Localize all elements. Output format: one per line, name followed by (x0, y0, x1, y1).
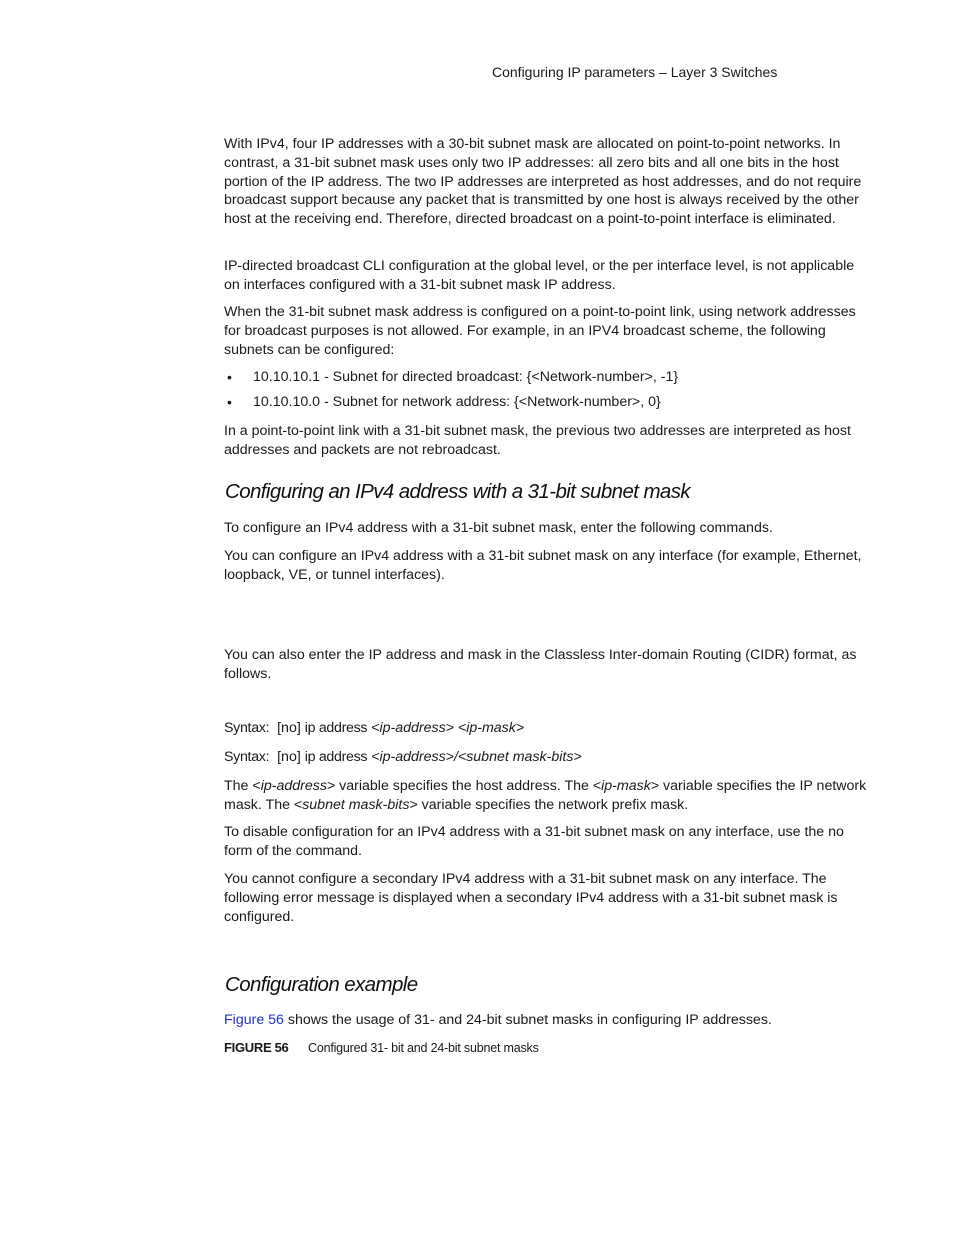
section1-paragraph-5 (224, 823, 870, 861)
syntax-args: <ip-address>/<subnet mask-bits> (371, 749, 582, 765)
syntax-line-2 (224, 749, 582, 765)
text-run: > variable specifies the host address. The < (326, 778, 602, 794)
variable-ip-address: ip-address (260, 778, 327, 794)
bullet-dot-icon: • (227, 394, 232, 410)
text-run: form of the command. (224, 842, 362, 859)
section-heading-config-example: Configuration example (225, 973, 418, 996)
syntax-args: <ip-address> <ip-mask> (371, 720, 525, 736)
syntax-label: Syntax: (224, 720, 270, 736)
figure-label: FIGURE 56 (224, 1040, 289, 1055)
keyword-no: no (828, 824, 844, 840)
variable-subnet-mask-bits: subnet mask-bits (302, 796, 410, 813)
syntax-command: ip address (304, 749, 368, 765)
section1-paragraph-2: You can configure an IPv4 address with a 31-bit subnet mask on any interface (for example, Ethernet, loopback, VE, or tunnel interfaces). (224, 548, 862, 583)
section1-paragraph-6: You cannot configure a secondary IPv4 address with a 31-bit subnet mask on any interface. The following error message is displayed when a secondary IPv4 address with a 31-bit subnet mask is configured. (224, 871, 838, 925)
bullet-dot-icon: • (227, 369, 232, 385)
variable-ip-mask: ip-mask (601, 778, 651, 794)
text-run: The < (224, 778, 261, 794)
section1-paragraph-3: You can also enter the IP address and mask in the Classless Inter-domain Routing (CIDR) format, as follows. (224, 647, 857, 682)
syntax-line-1 (224, 720, 524, 736)
section-heading-31bit: Configuring an IPv4 address with a 31-bit subnet mask (225, 480, 691, 503)
text-run: > variable specifies the IP network mask. The < (224, 778, 867, 813)
figure-caption-text: Configured 31- bit and 24-bit subnet masks (308, 1041, 539, 1055)
bullet-item-2: 10.10.10.0 - Subnet for network address: {<Network-number>, 0} (253, 394, 661, 410)
syntax-label: Syntax: (224, 749, 270, 765)
figure-caption (224, 1040, 539, 1055)
section1-paragraph-4 (224, 777, 870, 815)
intro-paragraph-1: With IPv4, four IP addresses with a 30-bit subnet mask are allocated on point-to-point networks. In contrast, a 31-bit subnet mask uses only two IP addresses: all zero bits and all one bits in the host portion of the IP address. The two IP addresses are interpreted as host addresses, and do not require broadcast support because any packet that is transmitted by one host is always received by the other host at the receiving end. Therefore, directed broadcast on a point-to-point interface is eliminated. (224, 136, 862, 228)
syntax-no-option: [no] (277, 720, 301, 736)
bullet-item-1: 10.10.10.1 - Subnet for directed broadcast: {<Network-number>, -1} (253, 369, 679, 385)
running-header: Configuring IP parameters – Layer 3 Switches (492, 64, 778, 80)
intro-paragraph-3: When the 31-bit subnet mask address is configured on a point-to-point link, using network addresses for broadcast purposes is not allowed. For example, in an IPV4 broadcast scheme, the following subnets can be configured: (224, 304, 856, 358)
section2-paragraph-1 (224, 1011, 870, 1030)
figure-56-link[interactable]: Figure 56 (224, 1012, 284, 1028)
text-run: To disable configuration for an IPv4 address with a 31-bit subnet mask on any interface, use the (224, 824, 829, 840)
syntax-command: ip address (304, 720, 368, 736)
text-run: > variable specifies the network prefix mask. (409, 796, 689, 813)
syntax-no-option: [no] (277, 749, 301, 765)
intro-paragraph-2: IP-directed broadcast CLI configuration at the global level, or the per interface level, is not applicable on interfaces configured with a 31-bit subnet mask IP address. (224, 258, 855, 293)
text-run: shows the usage of 31- and 24-bit subnet masks in configuring IP addresses. (283, 1012, 772, 1028)
section1-paragraph-1: To configure an IPv4 address with a 31-bit subnet mask, enter the following commands. (224, 520, 773, 536)
intro-paragraph-4: In a point-to-point link with a 31-bit subnet mask, the previous two addresses are interpreted as host addresses and packets are not rebroadcast. (224, 423, 851, 458)
